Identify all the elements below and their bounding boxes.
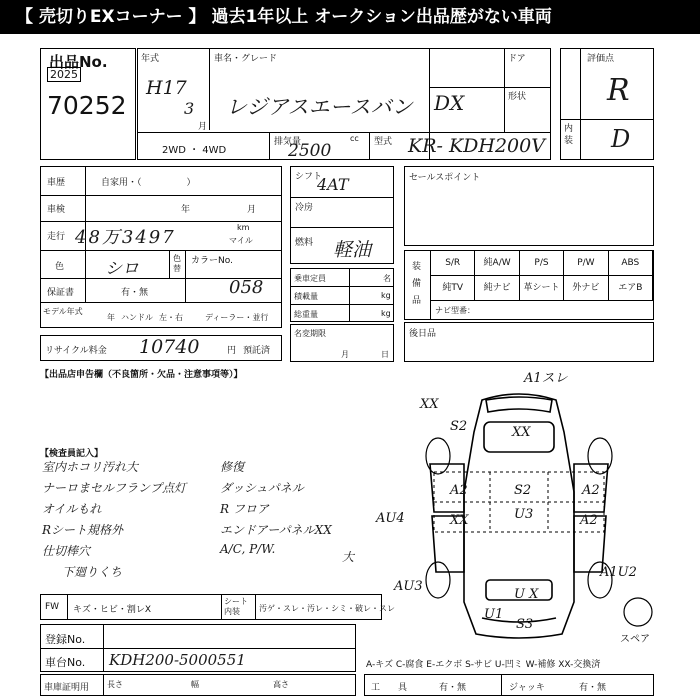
inspection-year: 年: [181, 205, 191, 215]
equipment-box: [404, 250, 654, 320]
color-no-value: 058: [229, 277, 264, 298]
fw-value: キズ・ヒビ・割レX: [73, 605, 151, 615]
weight-unit: kg: [381, 291, 391, 300]
name-label: 車名・グレード: [214, 54, 278, 64]
equipment-grid: [431, 251, 653, 301]
recycle-box: [40, 335, 282, 361]
sales-box: [404, 166, 654, 246]
month-value: 3: [184, 99, 195, 118]
inspector-note-left: 室内ホコリ汚れ大: [42, 460, 139, 474]
wheel-rear-left: [426, 562, 450, 598]
tools-value: 有・無: [439, 683, 467, 693]
equipment-item: 純ナビ: [475, 276, 519, 301]
name-value: レジアスエースバン: [226, 95, 413, 119]
equipment-item: P/W: [564, 251, 608, 276]
mileage-km: km: [237, 223, 250, 232]
shape-label: 形状: [508, 92, 527, 102]
evaluation-box: [560, 48, 654, 160]
displacement-unit: cc: [350, 134, 359, 143]
jack-label: ジャッキ: [509, 683, 545, 693]
damage-mark: XX: [512, 425, 531, 440]
equipment-item: P/S: [520, 251, 564, 276]
shift-value: 4AT: [317, 175, 349, 194]
inspector-lines: [42, 458, 372, 588]
chassis-value: KDH200-5000551: [109, 651, 246, 669]
equipment-item: S/R: [431, 251, 475, 276]
recycle-label: リサイクル料金: [45, 346, 107, 356]
damage-mark: AU4: [376, 511, 405, 526]
equipment-item: 純A/W: [475, 251, 519, 276]
damage-mark: A2: [582, 483, 600, 498]
inspector-note-right: 大: [342, 550, 355, 564]
seat-value: 汚ゲ・スレ・汚レ・シミ・破レ・スレ: [259, 604, 395, 613]
tools-label: 工 具: [371, 683, 408, 693]
damage-mark: U1: [484, 607, 504, 622]
damage-mark: U X: [514, 587, 539, 602]
fuel-label: 燃料: [295, 238, 314, 248]
lot-number: 70252: [47, 91, 127, 120]
inspector-note-left: Rシート規格外: [42, 523, 124, 537]
inspector-note-right: A/C, P/W.: [220, 542, 276, 556]
lot-year-badge: 2025: [47, 67, 81, 82]
inspector-note-right: R フロア: [220, 502, 269, 516]
total-label: 総重量: [294, 310, 318, 319]
lot-label: 出品No.: [49, 53, 108, 71]
mileage-label: 走行: [47, 232, 66, 242]
reg-label: 登録No.: [45, 633, 86, 646]
dealer-label: ディーラー・並行: [205, 313, 269, 322]
model-year-nen: 年: [107, 313, 115, 322]
damage-mark: A1スレ: [524, 372, 568, 386]
handle-label: ハンドル: [121, 313, 153, 322]
seat-label: シート内装: [224, 597, 248, 616]
inspection-month: 月: [247, 205, 257, 215]
recycle-yen: 円: [227, 346, 237, 356]
grade-value: DX: [434, 91, 465, 115]
inspection-label: 車検: [47, 205, 66, 215]
damage-mark: A2: [450, 483, 468, 498]
damage-mark: XX: [450, 513, 469, 528]
misc-label: 後日品: [409, 329, 437, 339]
change-date-box: [290, 324, 394, 362]
year-value: H17: [146, 77, 187, 99]
car-diagram: [374, 372, 664, 652]
recycle-deposit: 預託済: [243, 346, 271, 356]
shift-label: シフト: [295, 172, 323, 182]
inspector-label: 【検査員記入】: [40, 449, 104, 459]
color-value: シロ: [105, 259, 139, 279]
capacity-box: [290, 268, 394, 322]
misc-box: [404, 322, 654, 362]
spare-label: スペア: [620, 634, 650, 645]
cert-width: 幅: [191, 680, 199, 689]
equipment-item: ABS: [609, 251, 653, 276]
wheel-front-right: [588, 438, 612, 474]
equipment-item: 外ナビ: [564, 276, 608, 301]
handle-value: 左・右: [159, 313, 183, 322]
model-label: 型式: [374, 137, 393, 147]
interior-value: D: [611, 125, 631, 153]
evaluation-label: 評価点: [587, 54, 615, 64]
notes-label: 【出品店申告欄（不良箇所・欠品・注意事項等）】: [40, 370, 243, 380]
damage-mark: AU3: [394, 579, 423, 594]
drive-label: 2WD ・ 4WD: [162, 145, 227, 156]
fuel-value: 軽油: [333, 239, 372, 261]
equipment-label: 装備品: [412, 262, 422, 306]
damage-mark: S2: [514, 483, 532, 498]
total-unit: kg: [381, 309, 391, 318]
history-title-label: 車歴: [47, 178, 66, 188]
spare-tire: [624, 598, 652, 626]
garage-cert-box: [40, 674, 356, 696]
inspector-note-left: ナーロまセルフランプ点灯: [42, 481, 187, 495]
damage-legend: A-キズ C-腐食 E-エクボ S-サビ U-凹ミ W-補修 XX-交換済: [366, 660, 601, 670]
equipment-item: 純TV: [431, 276, 475, 301]
damage-mark: A2: [580, 513, 598, 528]
door-label: ドア: [508, 54, 526, 64]
damage-mark: A1U2: [600, 565, 637, 580]
inspector-note-right: 修復: [220, 460, 245, 474]
equipment-item: 革シート: [520, 276, 564, 301]
displacement-label: 排気量: [274, 137, 302, 147]
warranty-value: 有・無: [121, 288, 149, 298]
front-bumper: [486, 397, 552, 412]
navi-label: ナビ型番：: [435, 306, 475, 315]
car-info-box: [137, 48, 551, 160]
page-header: 【 売切りEXコーナー 】 過去1年以上 オークション出品歴がない車両: [0, 0, 700, 34]
damage-mark: S2: [450, 419, 468, 434]
change-date-day: 日: [381, 350, 389, 359]
chassis-label: 車台No.: [45, 656, 86, 669]
inspector-note-right: ダッシュパネル: [220, 481, 304, 495]
model-year-label: モデル年式: [43, 307, 83, 316]
riders-unit: 名: [383, 274, 391, 283]
recycle-value: 10740: [139, 336, 200, 358]
change-date-label: 名変期限: [294, 329, 326, 338]
history-box: [40, 166, 282, 328]
lot-box: [40, 48, 136, 160]
model-value: KR- KDH200V: [408, 135, 545, 157]
color-no-label: カラーNo.: [191, 256, 233, 266]
displacement-value: 2500: [288, 141, 332, 161]
wheel-front-left: [426, 438, 450, 474]
shift-box: [290, 166, 394, 264]
equipment-item: エアB: [609, 276, 653, 301]
warranty-label: 保証書: [47, 288, 75, 298]
history-title-value: 自家用・（ ）: [101, 178, 196, 188]
year-label: 年式: [141, 54, 160, 64]
change-date-month: 月: [341, 350, 349, 359]
cert-height: 高さ: [273, 680, 289, 689]
color-change-label: 色替: [173, 254, 181, 273]
weight-label: 積載量: [294, 292, 318, 301]
fw-label: FW: [45, 602, 60, 612]
evaluation-score: R: [607, 73, 630, 108]
month-suffix: 月: [198, 122, 208, 132]
cert-length: 長さ: [107, 680, 123, 689]
color-label: 色: [55, 262, 65, 272]
riders-label: 乗車定員: [294, 274, 326, 283]
ac-label: 冷房: [295, 203, 314, 213]
jack-value: 有・無: [579, 683, 607, 693]
sales-label: セールスポイント: [409, 173, 481, 183]
inspector-note-left: 下廻りくち: [62, 565, 123, 579]
interior-label: 内装: [564, 124, 574, 146]
damage-mark: S3: [516, 617, 534, 632]
inspector-note-left: 仕切棒穴: [42, 544, 91, 558]
tools-box: [364, 674, 654, 696]
mileage-mile: マイル: [229, 236, 253, 245]
inspector-note-left: オイルもれ: [42, 502, 102, 516]
damage-mark: XX: [420, 397, 439, 412]
registration-box: [40, 624, 356, 672]
inspector-note-right: エンドアーパネルXX: [220, 523, 332, 537]
cert-label: 車庫証明用: [44, 683, 90, 693]
mileage-value: 48万3497: [75, 227, 176, 248]
damage-mark: U3: [514, 507, 534, 522]
fw-row: [40, 594, 395, 620]
